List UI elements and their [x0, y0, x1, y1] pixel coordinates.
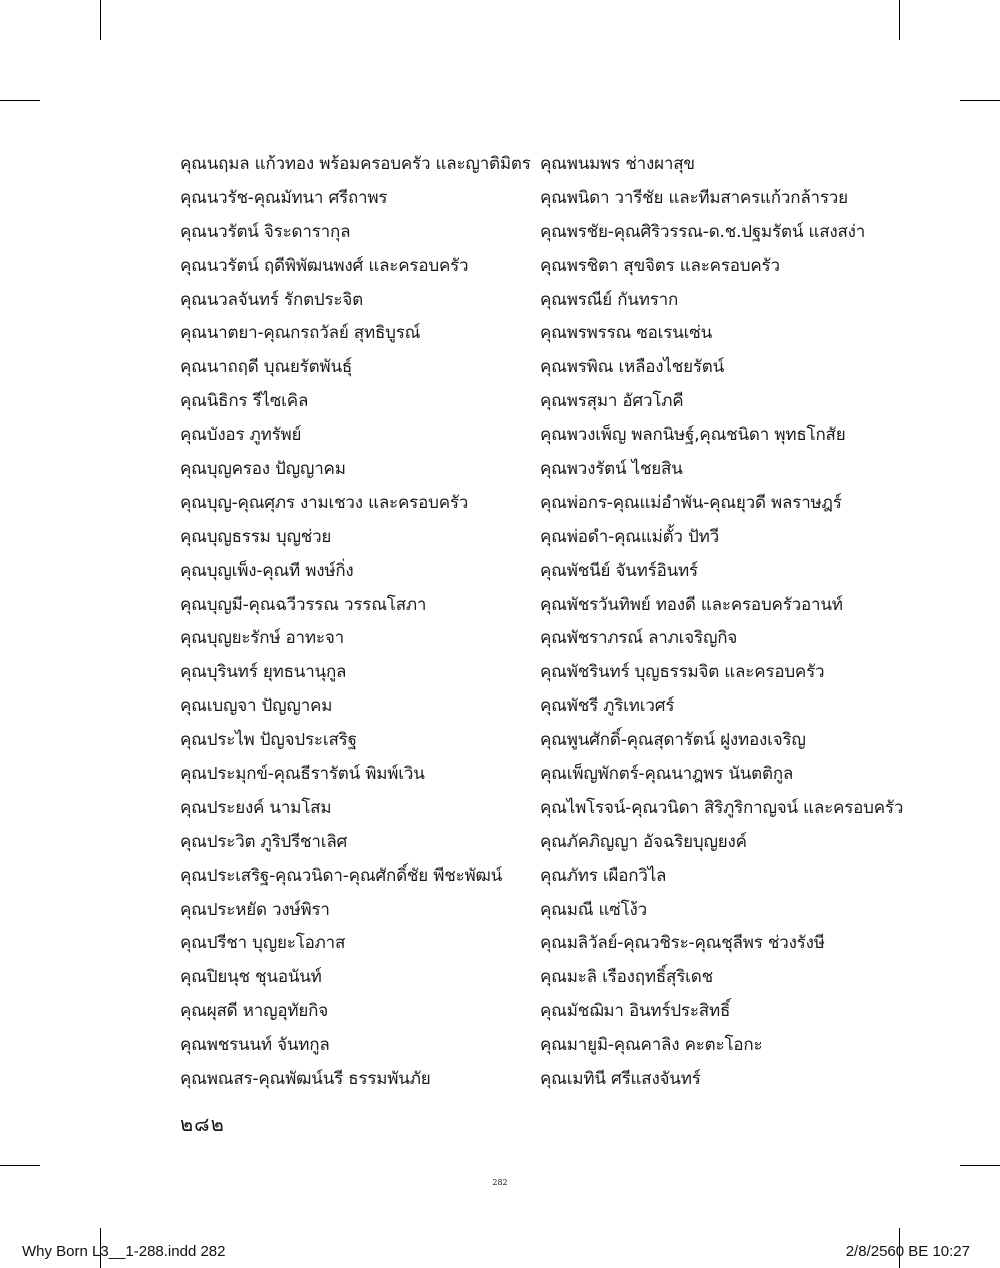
list-item: คุณบังอร ภูทรัพย์ — [180, 425, 302, 446]
list-item: คุณนฤมล แก้วทอง พร้อมครอบครัว และญาติมิตร — [180, 154, 531, 174]
crop-mark-left-bottom — [0, 1165, 40, 1166]
list-item: คุณพัชรวันทิพย์ ทองดี และครอบครัวอานท์ — [540, 594, 843, 615]
list-item: คุณบุญครอง ปัญญาคม — [180, 459, 346, 480]
list-item: คุณนวรัตน์ จิระดารากุล — [180, 221, 351, 242]
list-item: คุณพนิดา วารีชัย และทีมสาครแก้วกล้ารวย — [540, 187, 848, 208]
list-item: คุณนวรัช-คุณมัทนา ศรีถาพร — [180, 187, 388, 208]
list-item: คุณพรพิณ เหลืองไชยรัตน์ — [540, 357, 725, 378]
list-item: คุณพวงรัตน์ ไชยสิน — [540, 459, 683, 480]
list-item: คุณเบญจา ปัญญาคม — [180, 696, 333, 717]
crop-mark-top-left — [100, 0, 101, 40]
list-item: คุณประเสริฐ-คุณวนิดา-คุณศักดิ์ชัย พีชะพัฒน์ — [180, 865, 503, 886]
thai-page-number: ๒๘๒ — [180, 1112, 225, 1136]
list-item: คุณบุญธรรม บุญช่วย — [180, 526, 332, 547]
crop-mark-right-bottom — [960, 1165, 1000, 1166]
print-slug-filename: Why Born L3__1-288.indd 282 — [22, 1243, 226, 1260]
name-list-left — [180, 148, 531, 1097]
list-item: คุณบุญยะรักษ์ อาทะจา — [180, 628, 344, 649]
list-item: คุณมลิวัลย์-คุณวชิระ-คุณชุลีพร ช่วงรังษี — [540, 933, 825, 954]
list-item: คุณพัชนีย์ จันทร์อินทร์ — [540, 560, 698, 581]
list-item: คุณบุญเพ็ง-คุณที พงษ์กิ่ง — [180, 560, 354, 581]
list-item: คุณนาตยา-คุณกรถวัลย์ สุทธิบูรณ์ — [180, 323, 421, 344]
list-item: คุณประไพ ปัญจประเสริฐ — [180, 730, 357, 751]
list-item: คุณปิยนุช ชุนอนันท์ — [180, 967, 322, 988]
list-item: คุณนวลจันทร์ รักตประจิต — [180, 289, 363, 310]
list-item: คุณพรณีย์ กันทราก — [540, 289, 679, 310]
list-item: คุณมะลิ เรืองฤทธิ์สุริเดช — [540, 967, 713, 988]
list-item: คุณนาถฤดี บุณยรัตพันธุ์ — [180, 357, 353, 378]
list-item: คุณเมทินี ศรีแสงจันทร์ — [540, 1069, 701, 1090]
list-item: คุณปรีชา บุญยะโอภาส — [180, 933, 346, 954]
list-item: คุณบุรินทร์ ยุทธนานุกูล — [180, 662, 347, 683]
list-item: คุณเพ็ญพักตร์-คุณนาฎพร นันตติกูล — [540, 764, 794, 785]
crop-mark-top-right — [899, 0, 900, 40]
list-item: คุณบุญมี-คุณฉวีวรรณ วรรณโสภา — [180, 594, 427, 615]
list-item: คุณพูนศักดิ์-คุณสุดารัตน์ ฝูงทองเจริญ — [540, 730, 806, 751]
crop-mark-right-top — [960, 100, 1000, 101]
list-item: คุณพัชราภรณ์ ลาภเจริญกิจ — [540, 628, 738, 649]
list-item: คุณผุสดี หาญอุทัยกิจ — [180, 1001, 328, 1022]
list-item: คุณมายูมิ-คุณคาลิง คะตะโอกะ — [540, 1035, 763, 1056]
list-item: คุณพ่อกร-คุณแม่อำพัน-คุณยุวดี พลราษฎร์ — [540, 492, 842, 513]
list-item: คุณมัชฌิมา อินทร์ประสิทธิ์ — [540, 1001, 731, 1022]
list-item: คุณประหยัด วงษ์พิรา — [180, 899, 330, 920]
list-item: คุณประยงค์ นามโสม — [180, 797, 332, 818]
list-item: คุณพณสร-คุณพัฒน์นรี ธรรมพันภัย — [180, 1069, 431, 1090]
list-item: คุณพชรนนท์ จันทกูล — [180, 1035, 330, 1056]
page-number: 282 — [492, 1178, 508, 1187]
list-item: คุณพัชรี ภูริเทเวศร์ — [540, 696, 675, 717]
print-slug-timestamp: 2/8/2560 BE 10:27 — [845, 1243, 970, 1260]
list-item: คุณพรสุมา อัศวโภคี — [540, 391, 684, 412]
list-item: คุณมณี แซ่โง้ว — [540, 899, 647, 920]
list-item: คุณภัทร เผือกวิไล — [540, 865, 667, 886]
list-item: คุณพรพรรณ ซอเรนเซ่น — [540, 323, 713, 344]
list-item: คุณประมุกข์-คุณธีรารัตน์ พิมพ์เวิน — [180, 764, 425, 785]
list-item: คุณบุญ-คุณศุภร งามเชวง และครอบครัว — [180, 492, 469, 513]
list-item: คุณพวงเพ็ญ พลกนิษฐ์,คุณชนิดา พุทธโกสัย — [540, 425, 846, 446]
list-item: คุณพนมพร ช่างผาสุข — [540, 154, 695, 174]
list-item: คุณนวรัตน์ ฤดีพิพัฒนพงศ์ และครอบครัว — [180, 255, 469, 276]
name-list-right — [540, 148, 904, 1097]
list-item: คุณไพโรจน์-คุณวนิดา สิริภูริกาญจน์ และครอบครัว — [540, 797, 904, 818]
list-item: คุณพัชรินทร์ บุญธรรมจิต และครอบครัว — [540, 662, 825, 683]
list-item: คุณพรชิตา สุขจิตร และครอบครัว — [540, 255, 780, 276]
list-item: คุณพ่อดำ-คุณแม่ตั้ว ปัทวี — [540, 526, 719, 547]
crop-mark-left-top — [0, 100, 40, 101]
list-item: คุณภัคภิญญา อัจฉริยบุญยงค์ — [540, 831, 747, 852]
list-item: คุณประวิต ภูริปรีชาเลิศ — [180, 831, 348, 852]
list-item: คุณนิธิกร รีไซเคิล — [180, 391, 309, 412]
list-item: คุณพรชัย-คุณศิริวรรณ-ด.ช.ปฐมรัตน์ แสงสง่า — [540, 221, 866, 242]
